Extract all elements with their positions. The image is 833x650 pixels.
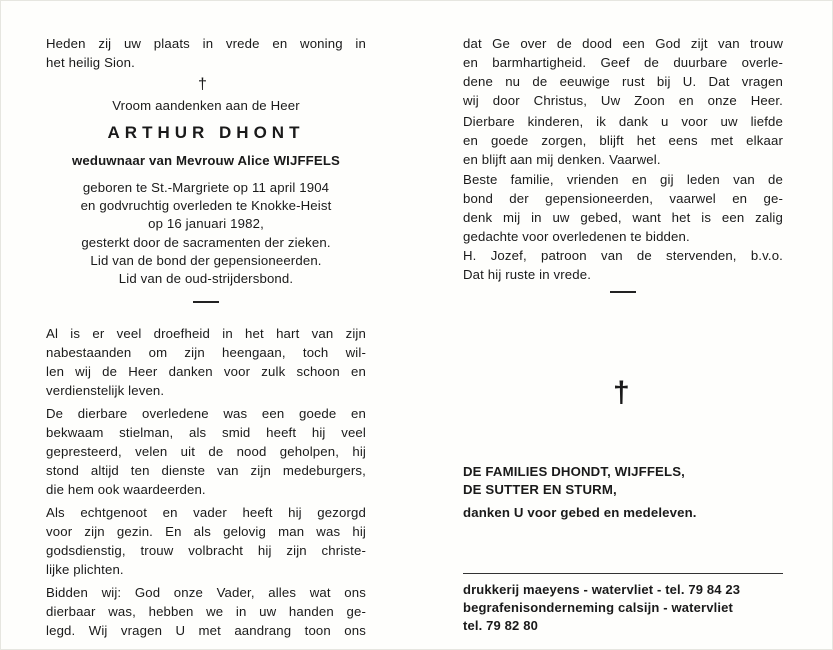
families-line: DE SUTTER EN STURM, [463,482,617,497]
text-line: wij door Christus, Uw Zoon en onze Heer. [463,93,783,108]
text-line: stond altijd ten dienste van zijn medeburgers, [46,463,366,478]
text-line: en barmhartigheid. Geef de duurbare overle- [463,55,783,70]
text-line: en goede zorgen, blijft het eens met elkaar [463,133,783,148]
text-line: gedachte voor overledenen te bidden. [463,229,690,244]
text-line: dat Ge over de dood een God zijt van trouw [463,36,783,51]
text-line: en blijft aan mij denken. Vaarwel. [463,152,661,167]
text-line: verdienstelijk leven. [46,383,165,398]
detail-line: geboren te St.-Margriete op 11 april 1904 [82,180,330,195]
text-line: Dat hij ruste in vrede. [463,267,592,282]
divider [193,301,219,303]
text-line: dene nu de eeuwige rust bij U. Dat vragen [463,74,783,89]
widower-line: weduwnaar van Mevrouw Alice WIJFFELS [72,153,340,168]
printer-line: tel. 79 82 80 [463,618,538,633]
cross-icon: † [198,76,207,93]
printer-line: begrafenisonderneming calsijn - watervliet [463,600,733,615]
text-line: lijke plichten. [46,562,124,577]
text-line: Bidden wij: God onze Vader, alles wat ons [46,585,366,600]
text-line: legd. Wij vragen U met aandrang toon ons [46,623,366,638]
detail-line: en godvruchtig overleden te Knokke-Heist [80,198,332,213]
detail-line: gesterkt door de sacramenten der zieken. [81,235,331,250]
text-line: bond der gepensioneerden, vaarwel en ge- [463,191,783,206]
text-line: die hem ook waardeerden. [46,482,206,497]
printer-rule [463,573,783,574]
text-line: Dierbare kinderen, ik dank u voor uw liefde [463,114,783,129]
printer-line: drukkerij maeyens - watervliet - tel. 79 84 23 [463,582,741,597]
intro-line: Heden zij uw plaats in vrede en woning in [46,36,366,51]
text-line: H. Jozef, patroon van de stervenden, b.v.o. [463,248,783,263]
text-line: godsdienstig, trouw volbracht hij zijn christe- [46,543,366,558]
detail-line: Lid van de oud-strijdersbond. [118,271,294,286]
text-line: denk mij in uw gebed, want het is een zalig [463,210,783,225]
memorial-line: Vroom aandenken aan de Heer [112,98,300,113]
families-line: DE FAMILIES DHONDT, WIJFFELS, [463,464,685,479]
thanks-line: danken U voor gebed en medeleven. [463,505,697,520]
text-line: bekwaam stielman, als smid heeft hij veel [46,425,366,440]
divider [610,291,636,293]
detail-line: Lid van de bond der gepensioneerden. [90,253,322,268]
text-line: gepresteerd, velen uit de nood geholpen, hij [46,444,366,459]
text-line: voor zijn gezin. En als gelovig man was hij [46,524,366,539]
detail-line: op 16 januari 1982, [148,216,264,231]
text-line: De dierbare overledene was een goede en [46,406,366,421]
text-line: Als echtgenoot en vader heeft hij gezorgd [46,505,366,520]
cross-icon: † [613,376,630,409]
intro-line: het heilig Sion. [46,55,135,70]
text-line: Beste familie, vrienden en gij leden van de [463,172,783,187]
text-line: len wij de Heer danken voor zulk schoon en [46,364,366,379]
text-line: nabestaanden om zijn heengaan, toch wil- [46,345,366,360]
text-line: dierbaar was, hebben we in uw handen ge- [46,604,366,619]
text-line: Al is er veel droefheid in het hart van zijn [46,326,366,341]
deceased-name: ARTHUR DHONT [107,123,305,142]
